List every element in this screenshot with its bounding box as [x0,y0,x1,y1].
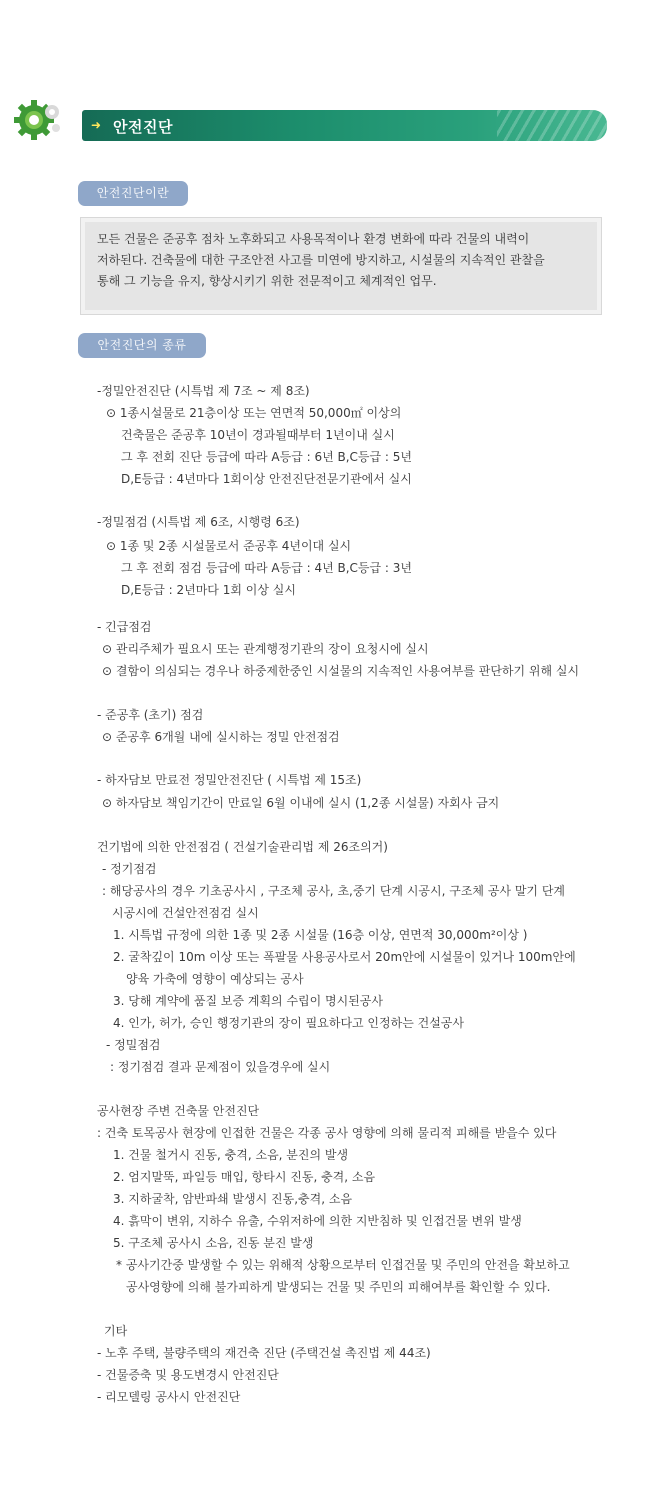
list-item: 기타 [104,1324,128,1338]
list-item: - 긴급점검 [97,620,152,634]
list-item: -정밀점검 (시특법 제 6조, 시행령 6조) [97,515,300,529]
list-item: - 정밀점검 [106,1038,161,1052]
section-label-types: 안전진단의 종류 [78,333,206,358]
list-item: 3. 지하굴착, 암반파쇄 발생시 진동,충격, 소음 [113,1192,353,1206]
gear-logo-icon [14,98,64,144]
list-item: 그 후 전회 점검 등급에 따라 A등급 : 4년 B,C등급 : 3년 [121,561,413,575]
arrow-right-icon: ➜ [91,118,102,132]
list-item: - 하자담보 만료전 정밀안전진단 ( 시특법 제 15조) [97,773,362,787]
list-item: - 노후 주택, 불량주택의 재건축 진단 (주택건설 촉진법 제 44조) [97,1346,431,1360]
list-item: ⊙ 관리주체가 필요시 또는 관계행정기관의 장이 요청시에 실시 [102,642,429,656]
list-item: D,E등급 : 2년마다 1회 이상 실시 [121,583,296,597]
list-item: 그 후 전회 진단 등급에 따라 A등급 : 6년 B,C등급 : 5년 [121,450,413,464]
list-item: : 정기점검 결과 문제점이 있을경우에 실시 [110,1060,331,1074]
list-item: : 해당공사의 경우 기초공사시 , 구조체 공사, 초,중기 단계 시공시, 구조체 공사 말기 단계 [102,884,566,898]
title-bar-stripes [497,110,607,141]
list-item: 1. 건물 철거시 진동, 충격, 소음, 분진의 발생 [113,1148,349,1162]
list-item: 1. 시특법 규정에 의한 1종 및 2종 시설물 (16층 이상, 연면적 30,000m²이상 ) [113,928,528,942]
definition-line: 통해 그 기능을 유지, 향상시키기 위한 전문적이고 체계적인 업무. [97,274,437,288]
list-item: 양육 가축에 영향이 예상되는 공사 [126,972,304,986]
list-item: D,E등급 : 4년마다 1회이상 안전진단전문기관에서 실시 [121,472,412,486]
list-item: -정밀안전진단 (시특법 제 7조 ~ 제 8조) [97,384,310,398]
list-item: ⊙ 하자담보 책임기간이 만료일 6월 이내에 실시 (1,2종 시설물) 자회사 금지 [102,796,500,810]
list-item: 3. 당해 계약에 품질 보증 계획의 수립이 명시된공사 [113,994,383,1008]
page-title: 안전진단 [113,118,173,136]
list-item: 5. 구조체 공사시 소음, 진동 분진 발생 [113,1236,314,1250]
list-item: - 리모델링 공사시 안전진단 [97,1390,241,1404]
list-item: ⊙ 준공후 6개월 내에 실시하는 정밀 안전점검 [102,730,340,744]
list-item: 공사영향에 의해 불가피하게 발생되는 건물 및 주민의 피해여부를 확인할 수 있다. [126,1280,551,1294]
list-item: - 준공후 (초기) 점검 [97,708,204,722]
list-item: 4. 인가, 허가, 승인 행정기관의 장이 필요하다고 인정하는 건설공사 [113,1016,464,1030]
list-item: 시공시에 건설안전점검 실시 [112,906,259,920]
list-item: 건축물은 준공후 10년이 경과될때부터 1년이내 실시 [121,428,395,442]
list-item: ⊙ 1종 및 2종 시설물로서 준공후 4년이대 실시 [106,539,352,553]
section-label-what-is: 안전진단이란 [78,181,188,206]
definition-line: 저하된다. 건축물에 대한 구조안전 사고를 미연에 방지하고, 시설물의 지속적인 관찰을 [97,253,545,267]
page-title-bar [82,110,607,141]
list-item: 건기법에 의한 안전점검 ( 건설기술관리법 제 26조의거) [97,840,388,854]
list-item: : 건축 토목공사 현장에 인접한 건물은 각종 공사 영향에 의해 물리적 피해를 받을수 있다 [97,1126,557,1140]
list-item: 공사현장 주변 건축물 안전진단 [97,1104,260,1118]
list-item: 2. 엄지말뚝, 파일등 매입, 항타시 진동, 충격, 소음 [113,1170,376,1184]
definition-line: 모든 건물은 준공후 점차 노후화되고 사용목적이나 환경 변화에 따라 건물의 내력이 [97,232,530,246]
list-item: ⊙ 결함이 의심되는 경우나 하중제한중인 시설물의 지속적인 사용여부를 판단하기 위해 실시 [102,664,580,678]
list-item: 4. 흙막이 변위, 지하수 유출, 수위저하에 의한 지반침하 및 인접건물 변위 발생 [113,1214,522,1228]
list-item: 2. 굴착깊이 10m 이상 또는 폭팔물 사용공사로서 20m안에 시설물이 있거나 100m안에 [113,950,576,964]
list-item: - 건물증축 및 용도변경시 안전진단 [97,1368,279,1382]
list-item: - 정기점검 [102,862,157,876]
list-item: ⊙ 1종시설물로 21층이상 또는 연면적 50,000㎡ 이상의 [106,406,402,420]
list-item: * 공사기간중 발생할 수 있는 위해적 상황으로부터 인접건물 및 주민의 안전을 확보하고 [116,1258,570,1272]
